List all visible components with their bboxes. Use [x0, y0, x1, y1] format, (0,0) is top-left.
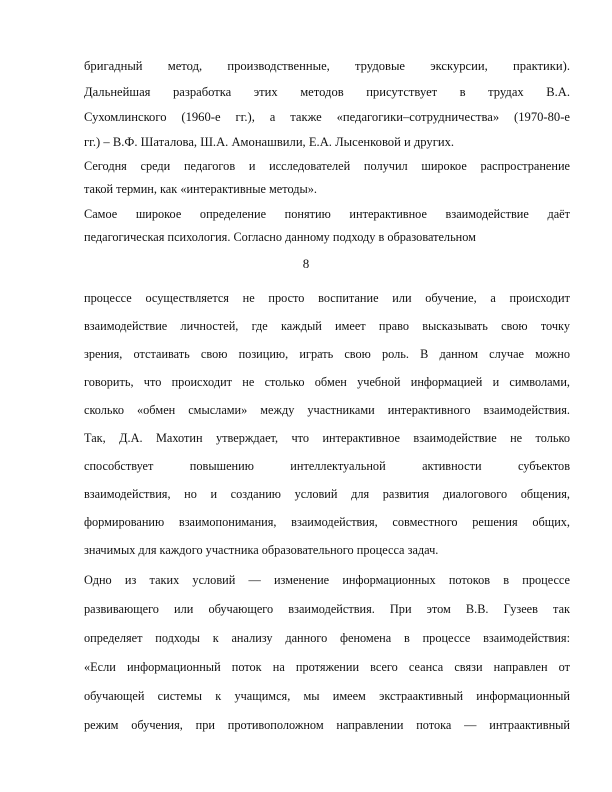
- text-line: педагогическая психология. Согласно данному подходу в образовательном: [84, 230, 476, 244]
- text-line: зрения, отстаивать свою позицию, играть свою роль. В данном случае можно: [84, 347, 570, 361]
- text-line: способствует повышению интеллектуальной активности субъектов: [84, 459, 570, 473]
- text-line: Дальнейшая разработка этих методов присутствует в трудах В.А.: [84, 85, 570, 99]
- text-line: Одно из таких условий — изменение информационных потоков в процессе: [84, 573, 570, 587]
- text-line: гг.) – В.Ф. Шаталова, Ш.А. Амонашвили, Е.А. Лысенковой и других.: [84, 135, 455, 149]
- text-line: процессе осуществляется не просто воспитание или обучение, а происходит: [84, 291, 570, 305]
- text-line: Самое широкое определение понятию интерактивное взаимодействие даёт: [84, 207, 570, 221]
- text-line: режим обучения, при противоположном направлении потока — интраактивный: [84, 718, 570, 732]
- text-line: говорить, что происходит не столько обмен учебной информацией и символами,: [84, 375, 570, 389]
- page-number: 8: [302, 256, 310, 271]
- text-line: значимых для каждого участника образовательного процесса задач.: [84, 543, 439, 557]
- text-line: определяет подходы к анализу данного феномена в процессе взаимодействия:: [84, 631, 570, 645]
- text-line: обучающей системы к учащимся, мы имеем экстраактивный информационный: [84, 689, 570, 703]
- text-line: формированию взаимопонимания, взаимодействия, совместного решения общих,: [84, 515, 570, 529]
- text-line: Сухомлинского (1960-е гг.), а также «педагогики–сотрудничества» (1970-80-е: [84, 110, 570, 124]
- text-line: «Если информационный поток на протяжении всего сеанса связи направлен от: [84, 660, 570, 674]
- text-line: сколько «обмен смыслами» между участниками интерактивного взаимодействия.: [84, 403, 570, 417]
- text-line: Так, Д.А. Махотин утверждает, что интерактивное взаимодействие не только: [84, 431, 570, 445]
- text-line: взаимодействия, но и созданию условий для развития диалогового общения,: [84, 487, 570, 501]
- text-line: развивающего или обучающего взаимодействия. При этом В.В. Гузеев так: [84, 602, 570, 616]
- text-line: взаимодействие личностей, где каждый имеет право высказывать свою точку: [84, 319, 570, 333]
- text-line: Сегодня среди педагогов и исследователей получил широкое распространение: [84, 159, 570, 173]
- text-line: бригадный метод, производственные, трудовые экскурсии, практики).: [84, 59, 570, 73]
- text-line: такой термин, как «интерактивные методы».: [84, 182, 317, 196]
